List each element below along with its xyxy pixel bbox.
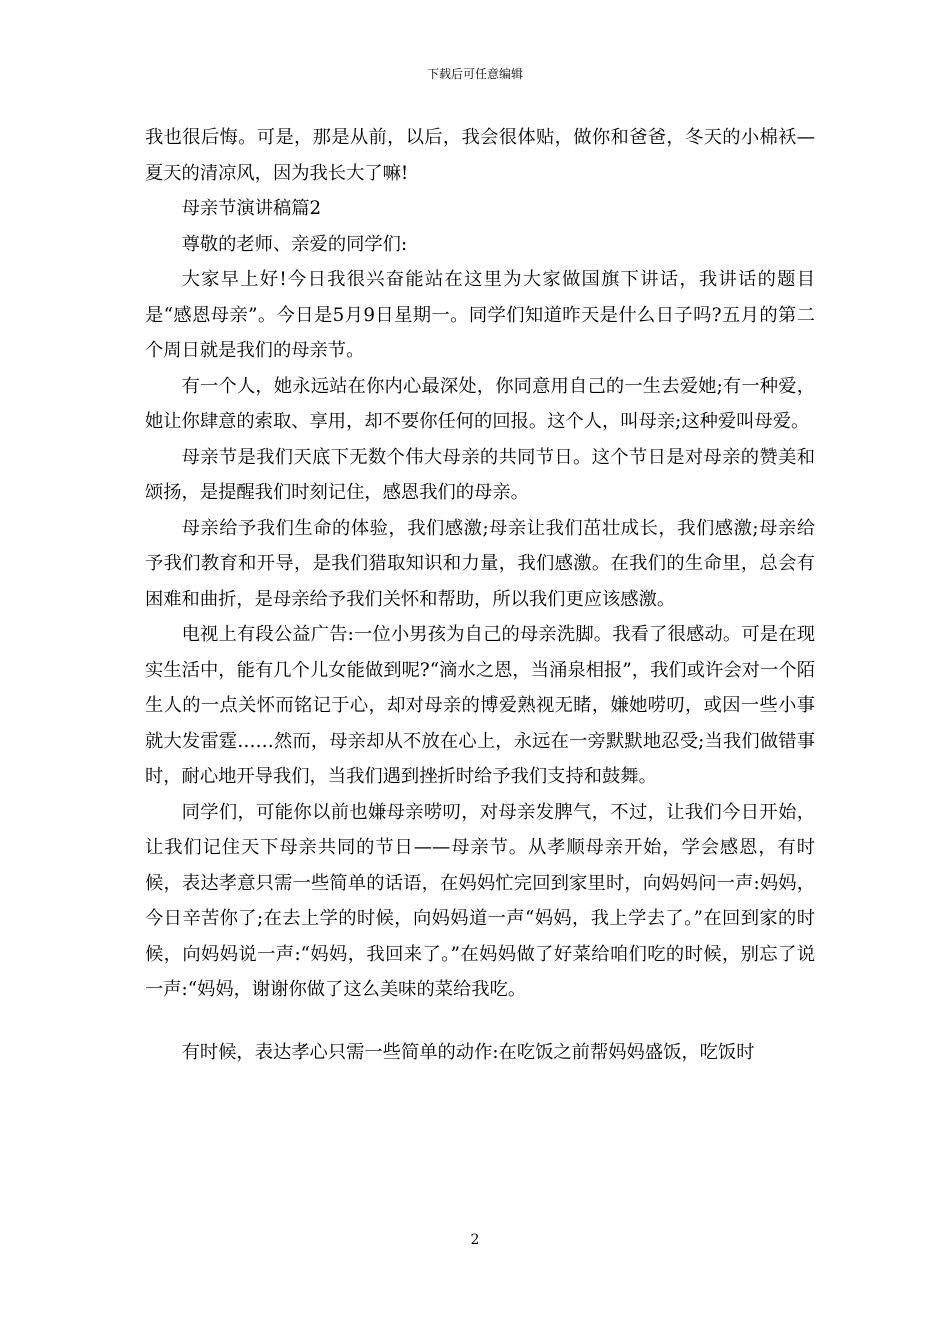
section-title: 母亲节演讲稿篇2 bbox=[181, 198, 322, 219]
document-body bbox=[145, 120, 815, 1070]
paragraph-classmates: 同学们，可能你以前也嫌母亲唠叨，对母亲发脾气，不过，让我们今日开始，让我们记住天下母亲共同的节日——母亲节。从孝顺母亲开始，学会感恩，有时候，表达孝意只需一些简单的话语，在妈妈忙完回到家里时，向妈妈问一声:妈妈，今日辛苦你了;在去上学的时候，向妈妈道一声“妈妈，我上学去了。”在回到家的时候，向妈妈说一声:“妈妈，我回来了。”在妈妈做了好菜给咱们吃的时候，别忘了说一声:“妈妈，谢谢你做了这么美味的菜给我吃。 bbox=[145, 801, 815, 1000]
paragraph-mothers-day: 母亲节是我们天底下无数个伟大母亲的共同节日。这个节日是对母亲的赞美和颂扬，是提醒我们时刻记住，感恩我们的母亲。 bbox=[145, 446, 815, 503]
paragraph-continuation: 我也很后悔。可是，那是从前，以后，我会很体贴，做你和爸爸，冬天的小棉袄—夏天的清凉风，因为我长大了嘛! bbox=[145, 127, 815, 184]
page-header-note: 下载后可任意编辑 bbox=[426, 67, 523, 81]
paragraph-mother-love: 有一个人，她永远站在你内心最深处，你同意用自己的一生去爱她;有一种爱，她让你肆意的索取、享用，却不要你任何的回报。这个人，叫母亲;这种爱叫母爱。 bbox=[145, 375, 815, 432]
salutation: 尊敬的老师、亲爱的同学们: bbox=[181, 233, 408, 255]
paragraph-greeting: 大家早上好!今日我很兴奋能站在这里为大家做国旗下讲话，我讲话的题目是“感恩母亲”。今日是5月9日星期一。同学们知道昨天是什么日子吗?五月的第二个周日就是我们的母亲节。 bbox=[145, 269, 815, 361]
page-number: 2 bbox=[470, 1232, 480, 1248]
paragraph-actions: 有时候，表达孝心只需一些简单的动作:在吃饭之前帮妈妈盛饭，吃饭时 bbox=[181, 1041, 755, 1063]
paragraph-gratitude: 母亲给予我们生命的体验，我们感激;母亲让我们茁壮成长，我们感激;母亲给予我们教育和开导，是我们猎取知识和力量，我们感激。在我们的生命里，总会有困难和曲折，是母亲给予我们关怀和帮助，所以我们更应该感激。 bbox=[145, 517, 815, 610]
paragraph-tv-ad: 电视上有段公益广告:一位小男孩为自己的母亲洗脚。我看了很感动。可是在现实生活中，能有几个儿女能做到呢?“滴水之恩，当涌泉相报”，我们或许会对一个陌生人的一点关怀而铭记于心，却对母亲的博爱熟视无睹，嫌她唠叨，或因一些小事就大发雷霆……然而，母亲却从不放在心上，永远在一旁默默地忍受;当我们做错事时，耐心地开导我们，当我们遇到挫折时给予我们支持和鼓舞。 bbox=[145, 624, 815, 787]
